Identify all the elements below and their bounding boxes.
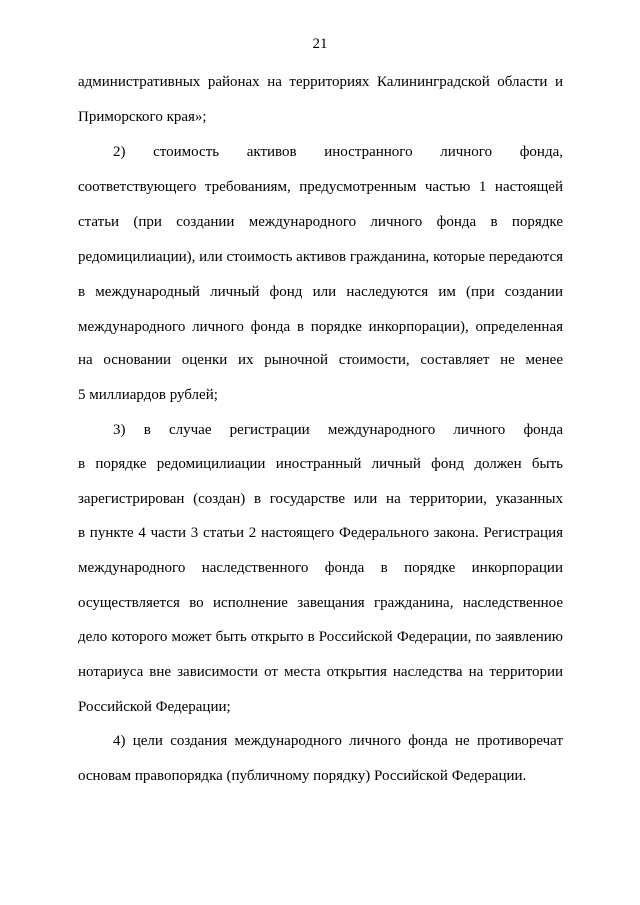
text-line: основам правопорядка (публичному порядку) Российской Федерации. <box>78 768 527 784</box>
text-line: нотариуса вне зависимости от места открытия наследства на территории <box>78 664 563 680</box>
text-line: Приморского края»; <box>78 109 207 125</box>
text-line: 3) в случае регистрации международного личного фонда <box>113 422 563 438</box>
text-line: осуществляется во исполнение завещания гражданина, наследственное <box>78 595 563 611</box>
text-line: на основании оценки их рыночной стоимости, составляет не менее <box>78 352 563 368</box>
text-line: 5 миллиардов рублей; <box>78 387 218 403</box>
text-line: 4) цели создания международного личного фонда не противоречат <box>113 733 563 749</box>
text-line: статьи (при создании международного личного фонда в порядке <box>78 214 563 230</box>
text-line: дело которого может быть открыто в Российской Федерации, по заявлению <box>78 629 563 645</box>
text-line: административных районах на территориях Калининградской области и <box>78 74 563 90</box>
text-line: в порядке редомицилиации иностранный личный фонд должен быть <box>78 456 563 472</box>
text-line: в международный личный фонд или наследуются им (при создании <box>78 284 563 300</box>
text-line: Российской Федерации; <box>78 699 231 715</box>
text-line: в пункте 4 части 3 статьи 2 настоящего Федерального закона. Регистрация <box>78 525 563 541</box>
text-line: 2) стоимость активов иностранного личного фонда, <box>113 144 563 160</box>
page-number: 21 <box>312 36 328 52</box>
text-line: соответствующего требованиям, предусмотренным частью 1 настоящей <box>78 179 563 195</box>
text-line: международного личного фонда в порядке инкорпорации), определенная <box>78 319 563 335</box>
text-line: зарегистрирован (создан) в государстве или на территории, указанных <box>78 491 563 507</box>
text-line: международного наследственного фонда в порядке инкорпорации <box>78 560 563 576</box>
text-line: редомицилиации), или стоимость активов гражданина, которые передаются <box>78 249 563 265</box>
